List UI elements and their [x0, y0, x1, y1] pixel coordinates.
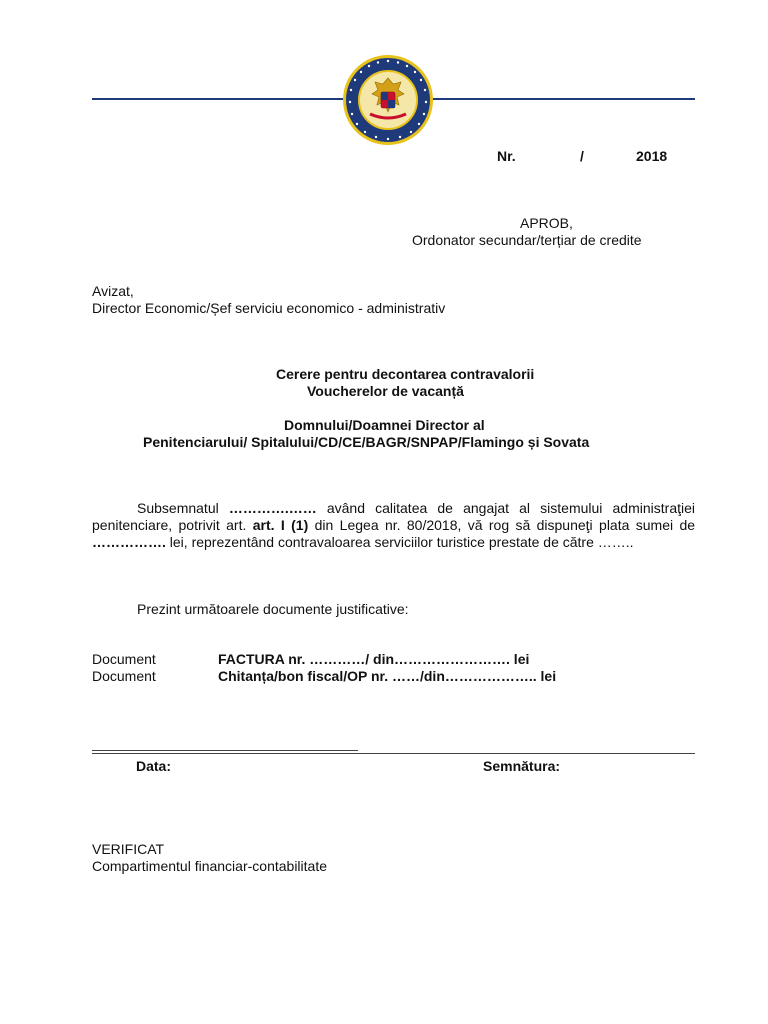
nr-separator: / — [580, 148, 584, 164]
ministry-seal — [342, 52, 434, 148]
nr-year: 2018 — [636, 148, 668, 164]
p1-article: art. I (1) — [252, 517, 309, 533]
p1-c: din Legea nr. 80/2018, vă rog să dispuneţi plata sumei de — [314, 517, 696, 533]
document-label-1: Document — [92, 651, 156, 667]
signature-label: Semnătura: — [483, 758, 561, 774]
p1-a: Subsemnatul — [137, 500, 219, 516]
nr-label: Nr. — [497, 148, 516, 164]
p1-d: lei, reprezentând contravaloarea serviciilor turistice prestate de către …….. — [169, 534, 634, 550]
documents-intro: Prezint următoarele documente justificative: — [137, 601, 409, 617]
request-title-line1: Cerere pentru decontarea contravalorii — [276, 366, 535, 382]
p1-b: având calitatea de angajat al sistemului administraţiei penitenciare, potrivit art. — [92, 500, 695, 533]
addressee-line2: Penitenciarului/ Spitalului/CD/CE/BAGR/SNPAP/Flamingo și Sovata — [143, 434, 590, 450]
date-line-upper — [92, 750, 358, 751]
addressee-line1: Domnului/Doamnei Director al — [284, 417, 485, 433]
document-label-2: Document — [92, 668, 156, 684]
verified-subtitle: Compartimentul financiar-contabilitate — [92, 858, 327, 874]
endorse-title: Avizat, — [92, 283, 134, 299]
document-value-2: Chitanța/bon fiscal/OP nr. ……/din……………….. lei — [218, 668, 557, 684]
date-label: Data: — [136, 758, 172, 774]
document-value-1: FACTURA nr. …………/ din……………………. lei — [218, 651, 530, 667]
request-title-line2: Voucherelor de vacanță — [307, 383, 464, 399]
approve-subtitle: Ordonator secundar/terțiar de credite — [412, 232, 642, 248]
request-paragraph — [92, 500, 695, 551]
p1-dots-name: ………….…… — [228, 500, 317, 516]
signature-line — [92, 753, 695, 754]
endorse-subtitle: Director Economic/Șef serviciu economico - administrativ — [92, 300, 446, 316]
p1-dots-amount: ……………. — [92, 534, 166, 550]
verified-title: VERIFICAT — [92, 841, 165, 857]
approve-title: APROB, — [520, 215, 573, 231]
